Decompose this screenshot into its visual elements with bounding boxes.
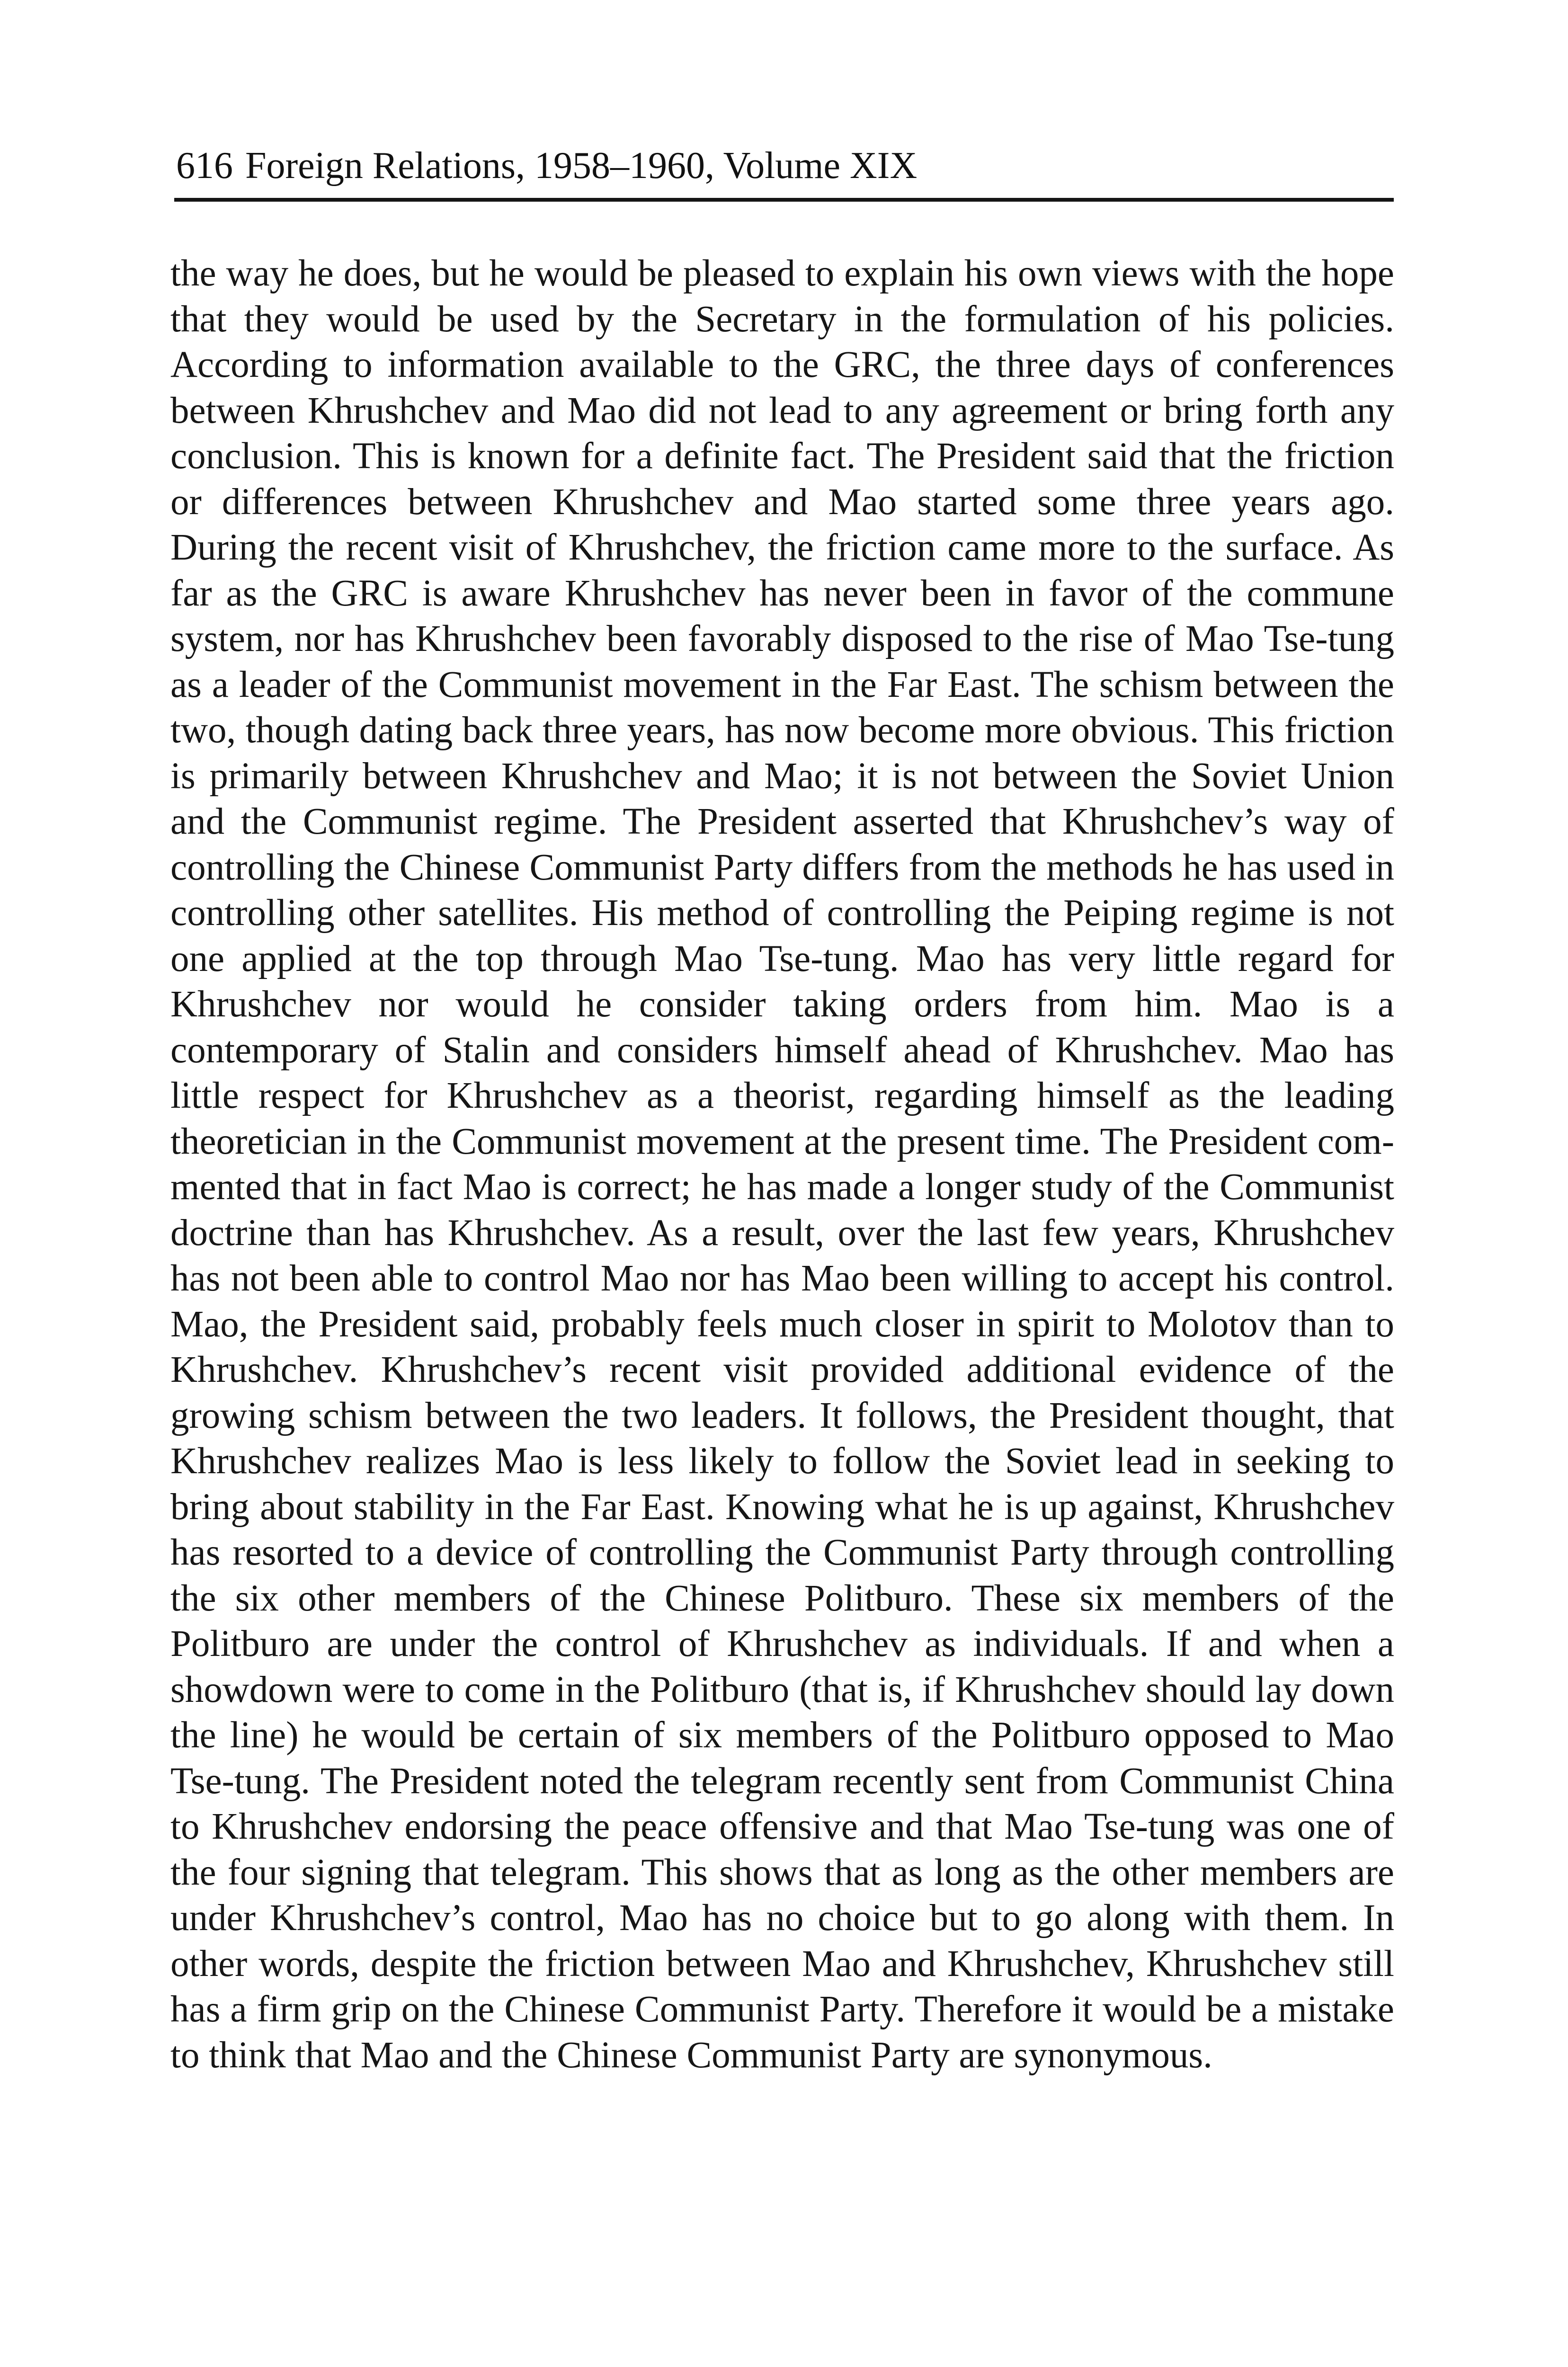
- header-rule: [174, 198, 1394, 202]
- running-head: [176, 142, 1393, 189]
- page-number: 616: [176, 145, 233, 187]
- body-paragraph: the way he does, but he would be pleased to explain his own views with the hope that they would be used by the Secretary in the formulation of his policies. According to information available to the GRC, the three days of conferences between Khrushchev and Mao did not lead to any agreement or bring forth any conclusion. This is known for a definite fact. The President said that the friction or differences between Khrushchev and Mao started some three years ago. During the recent visit of Khrushchev, the friction came more to the surface. As far as the GRC is aware Khrushchev has never been in favor of the commune system, nor has Khrushchev been favorably disposed to the rise of Mao Tse-tung as a leader of the Communist movement in the Far East. The schism between the two, though dating back three years, has now become more obvious. This friction is primarily between Khrushchev and Mao; it is not between the Soviet Union and the Communist regime. The President asserted that Khrushchev’s way of controlling the Chinese Communist Party differs from the methods he has used in controlling other satellites. His method of controlling the Peiping regime is not one applied at the top through Mao Tse-tung. Mao has very little regard for Khrushchev nor would he consider taking orders from him. Mao is a contemporary of Stalin and considers himself ahead of Khrushchev. Mao has little respect for Khrushchev as a theorist, regarding himself as the leading theoretician in the Communist movement at the present time. The President commented that in fact Mao is correct; he has made a longer study of the Communist doctrine than has Khrushchev. As a result, over the last few years, Khrushchev has not been able to control Mao nor has Mao been willing to accept his control. Mao, the President said, probably feels much closer in spirit to Molotov than to Khrushchev. Khrushchev’s recent visit provided additional evidence of the growing schism between the two leaders. It follows, the President thought, that Khrushchev realizes Mao is less likely to follow the Soviet lead in seeking to bring about stability in the Far East. Knowing what he is up against, Khrushchev has resorted to a device of controlling the Communist Party through controlling the six other members of the Chinese Politburo. These six members of the Politburo are under the control of Khrushchev as individuals. If and when a showdown were to come in the Politburo (that is, if Khrushchev should lay down the line) he would be certain of six members of the Politburo opposed to Mao Tse-tung. The President noted the telegram recently sent from Communist China to Khrushchev endorsing the peace offensive and that Mao Tse-tung was one of the four signing that telegram. This shows that as long as the other members are under Khrushchev’s control, Mao has no choice but to go along with them. In other words, despite the friction between Mao and Khrushchev, Khrushchev still has a firm grip on the Chinese Communist Party. Therefore it would be a mistake to think that Mao and the Chinese Communist Party are synonymous.: [170, 253, 1394, 2076]
- publication-title: Foreign Relations, 1958–1960, Volume XIX: [245, 145, 918, 187]
